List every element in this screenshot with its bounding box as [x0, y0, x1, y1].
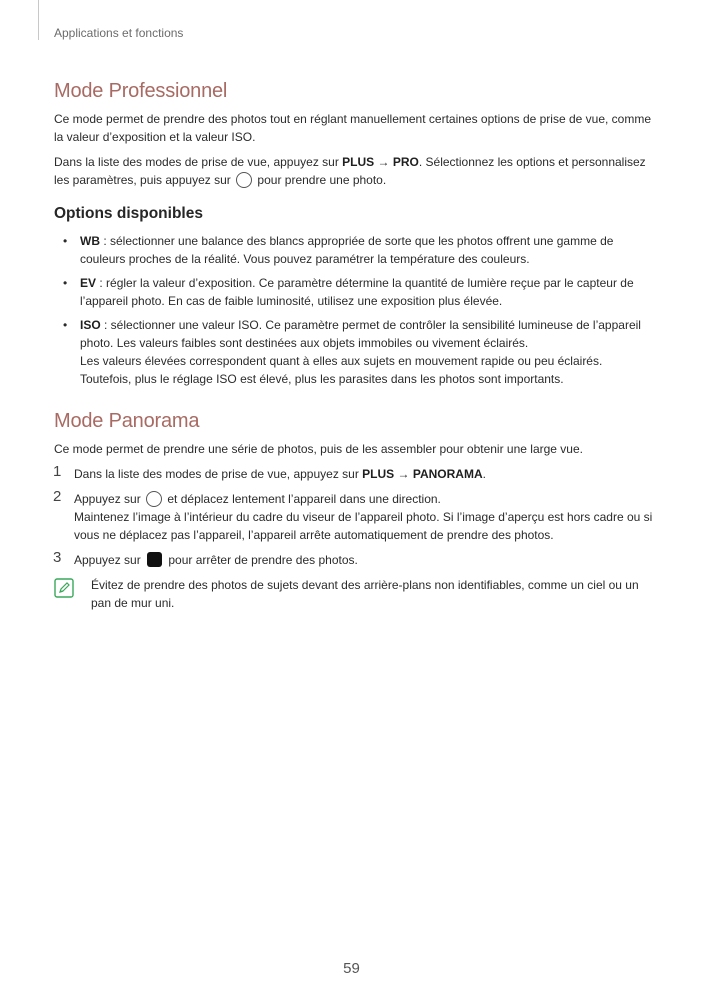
note-box: Évitez de prendre des photos de sujets devant des arrière-plans non identifiables, comme un ciel ou un pan de mur uni. — [54, 576, 654, 612]
shutter-button-icon — [146, 491, 162, 507]
shutter-button-icon — [236, 172, 252, 188]
pro-instructions: Dans la liste des modes de prise de vue, appuyez sur PLUS → PRO. Sélectionnez les options et personnalisez les paramètres, puis appuyez sur pour prendre une photo. — [54, 155, 646, 187]
list-item: • EV : régler la valeur d’exposition. Ce paramètre détermine la quantité de lumière reçue par le capteur de l’appareil photo. En cas de faible luminosité, utilisez une exposition plus élevée. — [63, 276, 634, 308]
step-item: 3 Appuyez sur pour arrêter de prendre des photos. — [53, 549, 358, 567]
panorama-intro: Ce mode permet de prendre une série de photos, puis de les assembler pour obtenir une large vue. — [54, 442, 583, 456]
panorama-mode-title: Mode Panorama — [54, 410, 200, 432]
pro-intro: Ce mode permet de prendre des photos tout en réglant manuellement certaines options de prise de vue, comme la valeur d’exposition et la valeur ISO. — [54, 112, 652, 144]
stop-button-icon — [147, 552, 162, 567]
page-number: 59 — [343, 960, 360, 977]
section-header: Applications et fonctions — [54, 26, 184, 40]
step-item: 2 Appuyez sur et déplacez lentement l’appareil dans une direction. Maintenez l’image à l’intérieur du cadre du viseur de l’appareil photo. Si l’image d’aperçu est hors cadre ou si vous ne déplacez pas l’appareil, l’appareil arrête automatiquement de prendre des photos. — [53, 488, 653, 542]
pro-label: PRO — [392, 155, 419, 169]
options-title: Options disponibles — [54, 205, 203, 222]
plus-label: PLUS — [342, 155, 375, 169]
options-list — [54, 232, 654, 388]
step-item: 1 Dans la liste des modes de prise de vue, appuyez sur PLUS → PANORAMA. — [53, 463, 486, 481]
page-content — [54, 80, 654, 612]
panorama-steps — [54, 465, 654, 569]
header-rule — [38, 0, 39, 40]
list-item: • ISO : sélectionner une valeur ISO. Ce paramètre permet de contrôler la sensibilité lumineuse de l’appareil photo. Les valeurs faibles sont destinées aux objets immobiles ou vivement éclairés. Les valeurs élevées correspondent quant à elles aux sujets en mouvement rapide ou peu éclairés. Toutefois, plus le réglage ISO est élevé, plus les parasites dans les photos sont importants. — [63, 318, 641, 386]
pro-mode-title: Mode Professionnel — [54, 80, 228, 102]
note-pencil-icon — [54, 578, 74, 598]
list-item: • WB : sélectionner une balance des blancs appropriée de sorte que les photos offrent une gamme de couleurs proches de la réalité. Vous pouvez paramétrer la température des couleurs. — [63, 234, 614, 266]
